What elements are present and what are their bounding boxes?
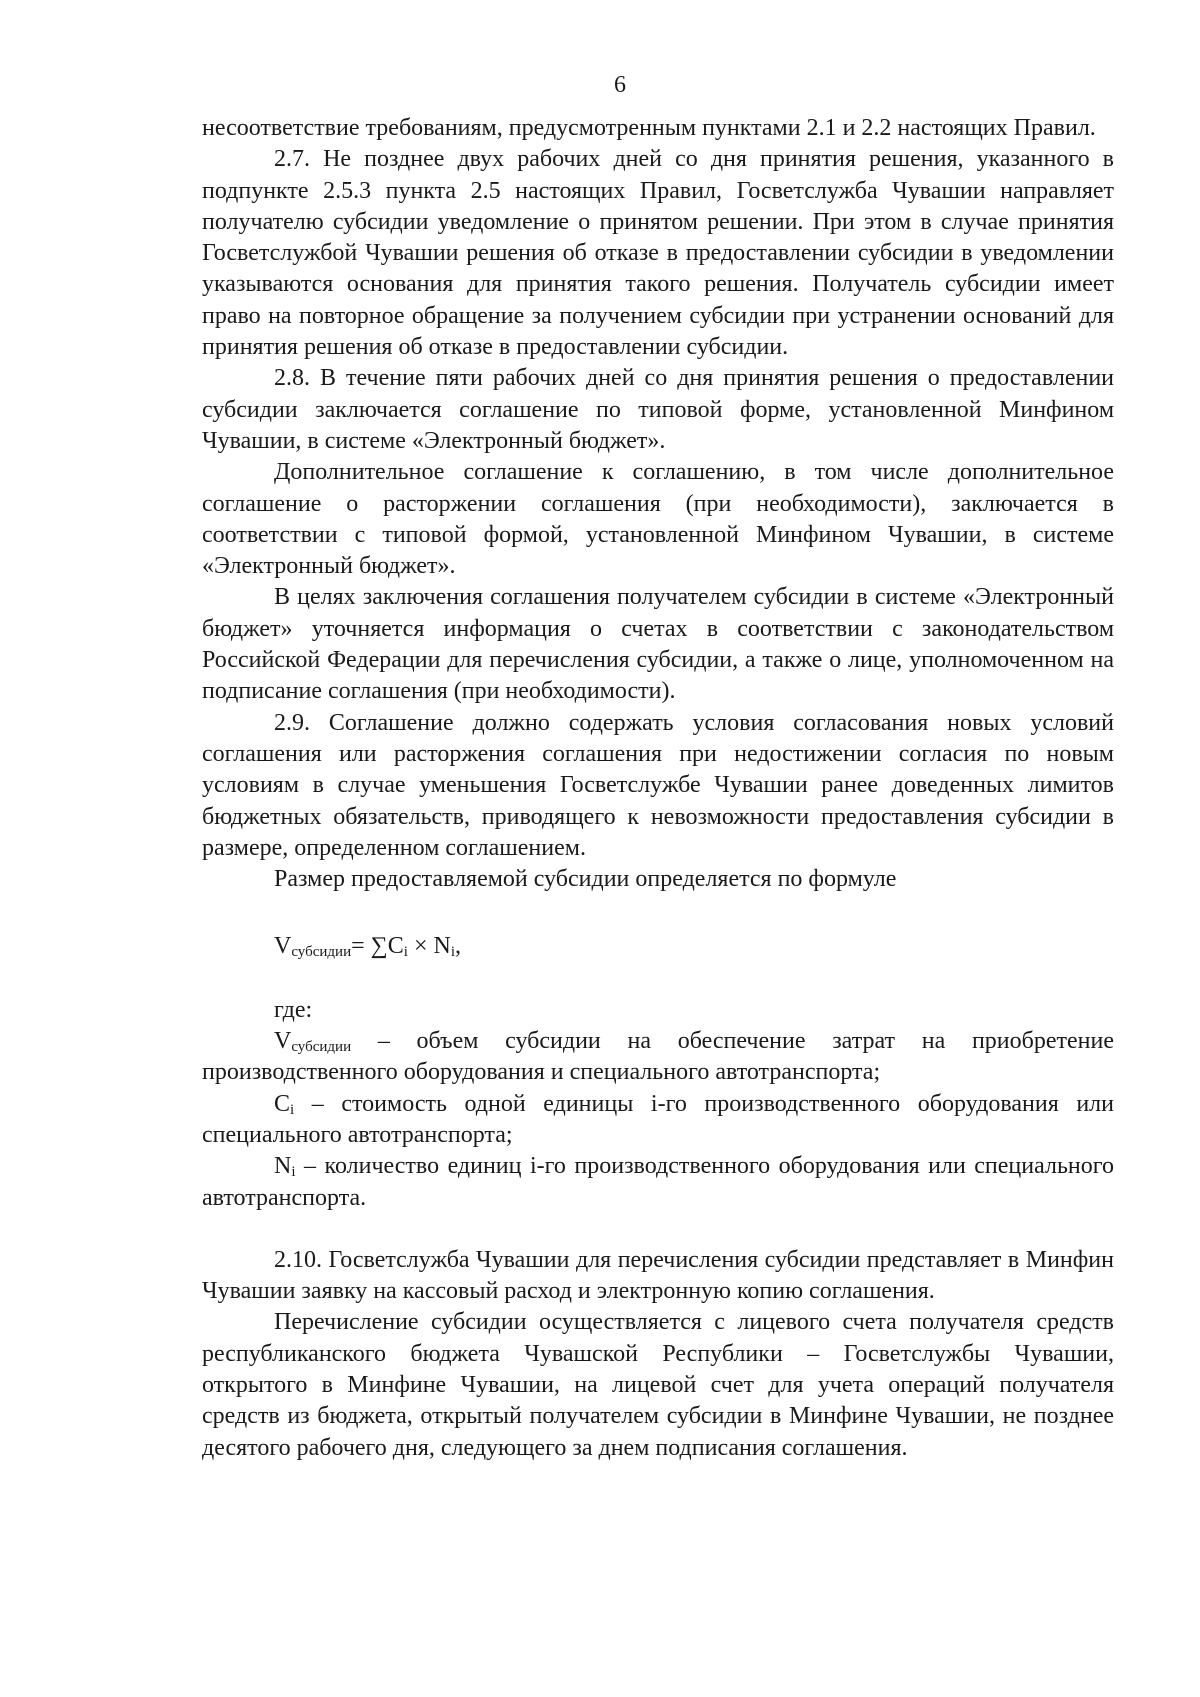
paragraph-additional-agreement: Дополнительное соглашение к соглашению, в том числе дополнительное соглашение о расторжении соглашения (при необходимости), заключается в соответствии с типовой формой, установленной Минфином Чувашии, в системе «Электронный бюджет». [202,459,1114,580]
paragraph-continuation: несоответствие требованиям, предусмотренным пунктами 2.1 и 2.2 настоящих Правил. [202,115,1096,141]
paragraph-2-10: 2.10. Госветслужба Чувашии для перечисления субсидии представляет в Минфин Чувашии заявку на кассовый расход и электронную копию соглашения. [202,1246,1114,1305]
definition-text: – объем субсидии на обеспечение затрат на приобретение производственного оборудования и специального автотранспорта; [202,1028,1114,1086]
formula-sub-i-1: i [403,944,408,961]
definition-symbol: V [274,1028,292,1055]
definition-subscript: i [290,1101,295,1118]
spacer [202,1214,1114,1245]
paragraph-2-8: 2.8. В течение пяти рабочих дней со дня принятия решения о предоставлении субсидии заключается соглашение по типовой форме, установленной Минфином Чувашии, в системе «Электронный бюджет». [202,365,1114,454]
definition-symbol: C [274,1090,291,1117]
formula-times: × N [407,933,451,960]
document-body [202,113,1114,1464]
definition-v [202,1026,1114,1089]
formula-sub-i-2: i [450,944,455,961]
definition-symbol: N [274,1153,292,1180]
formula-lhs-symbol: V [274,933,292,960]
definition-text: – количество единиц i-го производственного оборудования или специального автотранспорта. [202,1153,1114,1211]
formula-lhs-subscript: субсидии [291,944,352,961]
paragraph-transfer: Перечисление субсидии осуществляется с лицевого счета получателя средств республиканского бюджета Чувашской Республики – Госветслужбы Чувашии, открытого в Минфине Чувашии, на лицевой счет для учета операций получателя средств из бюджета, открытый получателем субсидии в Минфине Чувашии, не позднее десятого рабочего дня, следующего за днем подписания соглашения. [202,1309,1114,1461]
definition-subscript: i [291,1164,296,1181]
paragraph-electronic-budget: В целях заключения соглашения получателем субсидии в системе «Электронный бюджет» уточняется информация о счетах в соответствии с законодательством Российской Федерации для перечисления субсидии, а также о лице, уполномоченном на подписание соглашения (при необходимости). [202,584,1114,705]
definition-text: – стоимость одной единицы i-го производственного оборудования или специального автотранспорта; [202,1090,1114,1148]
definition-subscript: субсидии [291,1039,352,1056]
where-label: где: [274,996,313,1023]
formula-end: , [454,933,461,960]
definition-c [202,1089,1114,1152]
paragraph-2-9: 2.9. Соглашение должно содержать условия согласования новых условий соглашения или расторжения соглашения при недостижении согласия по новым условиям в случае уменьшения Госветслужбе Чувашии ранее доведенных лимитов бюджетных обязательств, приводящего к невозможности предоставления субсидии в размере, определенном соглашением. [202,709,1114,861]
page-number: 6 [614,72,626,98]
paragraph-2-7: 2.7. Не позднее двух рабочих дней со дня принятия решения, указанного в подпункте 2.5.3 пункта 2.5 настоящих Правил, Госветслужба Чувашии направляет получателю субсидии уведомление о принятом решении. При этом в случае принятия Госветслужбой Чувашии решения об отказе в предоставлении субсидии в уведомлении указываются основания для принятия такого решения. Получатель субсидии имеет право на повторное обращение за получением субсидии при устранении оснований для принятия решения об отказе в предоставлении субсидии. [202,146,1114,361]
paragraph-formula-intro: Размер предоставляемой субсидии определяется по формуле [274,866,897,893]
subsidy-formula [202,931,1114,962]
definition-n [202,1151,1114,1214]
formula-sum: = ∑C [351,933,404,960]
